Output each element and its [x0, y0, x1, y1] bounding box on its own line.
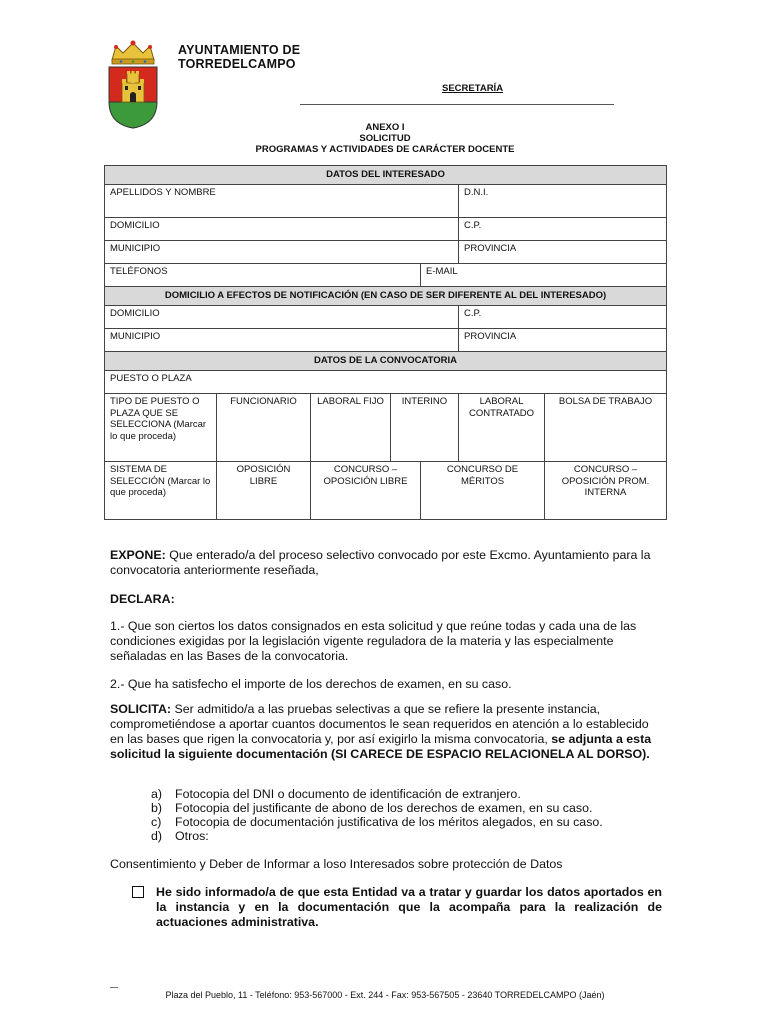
field-phones[interactable]	[105, 264, 421, 287]
field-label: MUNICIPIO	[110, 331, 161, 342]
list-text: Fotocopia de documentación justificativa de los méritos alegados, en su caso.	[175, 815, 603, 829]
declaration-1: 1.- Que son ciertos los datos consignados en esta solicitud y que reúne todas y cada una de las condiciones exigidas por la legislación vigente reguladora de la materia y las especialmente señaladas en las Bases de la convocatoria.	[110, 619, 637, 663]
field-notification-address[interactable]	[105, 306, 459, 329]
solicita-paragraph	[110, 702, 660, 762]
application-form-table	[104, 165, 666, 520]
list-marker: c)	[151, 815, 162, 829]
option-open-exam[interactable]: OPOSICIÓN LIBRE	[217, 462, 311, 520]
expone-label: EXPONE:	[110, 548, 166, 562]
data-consent-checkbox-row	[132, 885, 662, 930]
list-text: Fotocopia del DNI o documento de identificación de extranjero.	[175, 787, 521, 801]
footer-rule	[110, 987, 118, 988]
list-text: Fotocopia del justificante de abono de los derechos de examen, en su caso.	[175, 801, 593, 815]
list-item	[151, 801, 603, 815]
option-civil-servant[interactable]: FUNCIONARIO	[217, 394, 311, 462]
expone-text: Que enterado/a del proceso selectivo convocado por este Excmo. Ayuntamiento para la convocatoria anteriormente reseñada,	[110, 548, 651, 577]
field-label: DOMICILIO	[110, 308, 160, 319]
field-label: PUESTO O PLAZA	[110, 373, 192, 384]
field-label: E-MAIL	[426, 266, 458, 277]
option-permanent-labor[interactable]: LABORAL FIJO	[311, 394, 391, 462]
field-full-name[interactable]	[105, 185, 459, 218]
field-address[interactable]	[105, 218, 459, 241]
list-marker: d)	[151, 829, 163, 843]
org-name-line1: AYUNTAMIENTO DE	[178, 43, 301, 57]
declara-heading: DECLARA:	[110, 592, 175, 606]
form-title: PROGRAMAS Y ACTIVIDADES DE CARÁCTER DOCENTE	[255, 144, 515, 155]
field-label: APELLIDOS Y NOMBRE	[110, 187, 216, 198]
position-type-label: TIPO DE PUESTO O PLAZA QUE SE SELECCIONA (Marcar lo que proceda)	[105, 394, 217, 462]
option-interim[interactable]: INTERINO	[391, 394, 459, 462]
field-postal-code[interactable]	[459, 218, 667, 241]
solicita-bold-text: se adjunta a esta solicitud la siguiente documentación (SI CARECE DE ESPACIO RELACIONELA AL DORSO).	[110, 732, 652, 761]
list-marker: b)	[151, 801, 163, 815]
consent-checkbox[interactable]	[132, 886, 144, 898]
list-item	[151, 829, 603, 843]
field-notification-postal-code[interactable]	[459, 306, 667, 329]
org-name-line2: TORREDELCAMPO	[178, 57, 296, 71]
field-label: D.N.I.	[464, 187, 489, 198]
list-item	[151, 815, 603, 829]
documents-list	[151, 787, 603, 843]
field-email[interactable]	[421, 264, 667, 287]
consent-heading: Consentimiento y Deber de Informar a loso Interesados sobre protección de Datos	[110, 857, 563, 871]
field-label: DOMICILIO	[110, 220, 160, 231]
annex-title: ANEXO I	[365, 122, 405, 133]
consent-checkbox-label: He sido informado/a de que esta Entidad va a tratar y guardar los datos aportados en la instancia y en la documentación que la acompaña para la realización de actuaciones administrativa.	[156, 885, 662, 929]
solicita-label: SOLICITA:	[110, 702, 172, 716]
field-notification-province[interactable]	[459, 329, 667, 352]
section-header-notification-address: DOMICILIO A EFECTOS DE NOTIFICACIÓN (EN CASO DE SER DIFERENTE AL DEL INTERESADO)	[105, 287, 667, 306]
list-item	[151, 787, 603, 801]
field-province[interactable]	[459, 241, 667, 264]
expone-paragraph	[110, 548, 660, 578]
department-label: SECRETARÍA	[442, 83, 504, 94]
footer-address: Plaza del Pueblo, 11 - Teléfono: 953-567000 - Ext. 244 - Fax: 953-567505 - 23640 TORREDELCAMPO (Jaén)	[165, 990, 605, 1000]
organization-name	[178, 43, 300, 71]
field-label: C.P.	[464, 308, 482, 319]
field-notification-municipality[interactable]	[105, 329, 459, 352]
list-text: Otros:	[175, 829, 209, 843]
municipal-coat-of-arms-icon	[106, 40, 160, 130]
field-dni[interactable]	[459, 185, 667, 218]
field-position[interactable]	[105, 371, 667, 394]
header-rule	[300, 104, 614, 105]
list-marker: a)	[151, 787, 163, 801]
section-header-applicant: DATOS DEL INTERESADO	[105, 166, 667, 185]
solicita-text: Ser admitido/a a las pruebas selectivas a que se refiere la presente instancia, comprometiéndose a aportar cuantos documentos le sean requeridos en atención a lo establecido en las bases que rigen la convocatoria y, por así exigirlo la misma convocatoria,	[110, 702, 649, 746]
field-label: C.P.	[464, 220, 482, 231]
option-merit-contest[interactable]: CONCURSO DE MÉRITOS	[421, 462, 545, 520]
declaration-2: 2.- Que ha satisfecho el importe de los derechos de examen, en su caso.	[110, 677, 512, 691]
field-municipality[interactable]	[105, 241, 459, 264]
field-label: PROVINCIA	[464, 331, 517, 342]
option-internal-promotion[interactable]: CONCURSO – OPOSICIÓN PROM. INTERNA	[545, 462, 667, 520]
option-open-contest-exam[interactable]: CONCURSO – OPOSICIÓN LIBRE	[311, 462, 421, 520]
selection-system-label: SISTEMA DE SELECCIÓN (Marcar lo que proceda)	[105, 462, 217, 520]
option-job-pool[interactable]: BOLSA DE TRABAJO	[545, 394, 667, 462]
form-type-title: SOLICITUD	[359, 133, 411, 144]
field-label: PROVINCIA	[464, 243, 517, 254]
section-header-call: DATOS DE LA CONVOCATORIA	[105, 352, 667, 371]
option-contract-labor[interactable]: LABORAL CONTRATADO	[459, 394, 545, 462]
field-label: TELÉFONOS	[110, 266, 168, 277]
field-label: MUNICIPIO	[110, 243, 161, 254]
